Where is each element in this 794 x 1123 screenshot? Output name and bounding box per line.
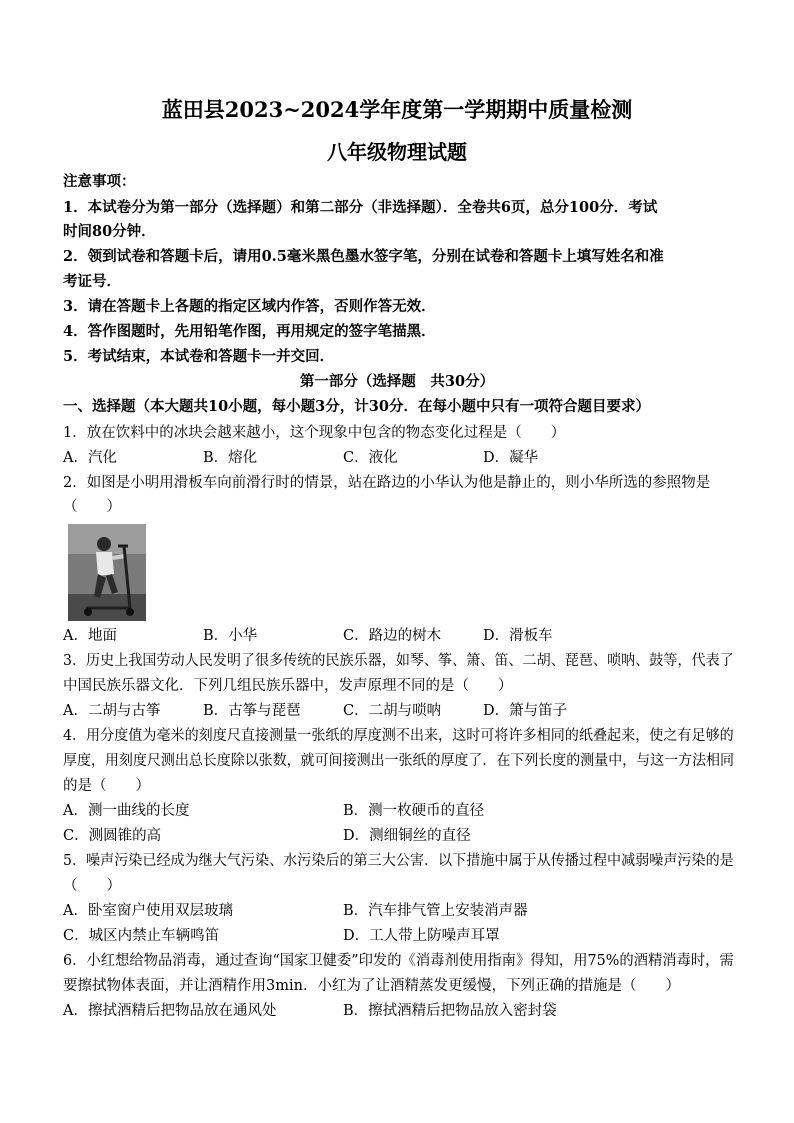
question-4-option-b: B．测一枚硬币的直径 [343,803,485,819]
question-3-option-c: C．二胡与唢呐 [343,703,442,719]
question-4-stem-cont: 厚度，用刻度尺测出总长度除以张数，就可间接测出一张纸的厚度了．在下列长度的测量中，与这一方法相同 [63,753,735,769]
scooter-rider-image [68,524,146,621]
question-1-option-d: D．凝华 [483,450,539,466]
question-3-option-d: D．箫与笛子 [483,703,568,719]
notice-item-1-cont: 时间80分钟． [63,223,156,240]
notice-item-2-cont: 考证号． [63,273,121,290]
exam-title: 蓝田县2023~2024学年度第一学期期中质量检测 [161,97,633,122]
notice-item-3: 3．请在答题卡上各题的指定区域内作答，否则作答无效． [63,298,436,315]
question-3-option-a: A．二胡与古筝 [63,703,161,719]
notice-heading: 注意事项： [63,173,136,190]
question-3-stem-cont: 中国民族乐器文化．下列几组民族乐器中，发声原理不同的是（ ） [63,678,513,694]
question-3-option-b: B．古筝与琵琶 [203,703,301,719]
question-2-option-d: D．滑板车 [483,628,553,644]
question-4-option-a: A．测一曲线的长度 [63,803,190,819]
question-2-option-c: C．路边的树木 [343,628,442,644]
question-5-option-d: D．工人带上防噪声耳罩 [343,928,500,944]
question-6-stem: 6．小红想给物品消毒，通过查询“国家卫健委”印发的《消毒剂使用指南》得知，用75%的酒精消毒时，需 [63,953,734,969]
question-1-stem: 1．放在饮料中的冰块会越来越小，这个现象中包含的物态变化过程是（ ） [63,425,566,441]
question-4-option-d: D．测细铜丝的直径 [343,828,471,844]
question-2-option-b: B．小华 [203,628,258,644]
exam-subtitle: 八年级物理试题 [327,140,467,164]
question-1-option-a: A．汽化 [63,450,117,466]
scooter-photo [68,524,146,621]
question-1-option-c: C．液化 [343,450,398,466]
question-5-option-a: A．卧室窗户使用双层玻璃 [63,903,233,919]
question-4-stem: 4．用分度值为毫米的刻度尺直接测量一张纸的厚度测不出来，这时可将许多相同的纸叠起来，使之有足够的 [63,728,734,744]
question-6-stem-cont: 要擦拭物体表面，并让酒精作用3min．小红为了让酒精蒸发更缓慢，下列正确的措施是（ ） [63,978,680,994]
question-5-stem: 5．噪声污染已经成为继大气污染、水污染后的第三大公害．以下措施中属于从传播过程中减弱噪声污染的是 [63,853,734,869]
question-2-stem: 2．如图是小明用滑板车向前滑行时的情景，站在路边的小华认为他是静止的，则小华所选的参照物是 [63,475,711,491]
question-6-option-b: B．擦拭酒精后把物品放入密封袋 [343,1003,557,1019]
notice-item-5: 5．考试结束，本试卷和答题卡一并交回． [63,348,335,365]
question-2-option-a: A．地面 [63,628,117,644]
notice-item-1: 1．本试卷分为第一部分（选择题）和第二部分（非选择题）．全卷共6页，总分100分．考试 [63,199,658,216]
question-2-stem-cont: （ ） [63,499,121,515]
notice-item-2: 2．领到试卷和答题卡后，请用0.5毫米黑色墨水签字笔，分别在试卷和答题卡上填写姓名和准 [63,248,664,265]
question-4-stem-cont-2: 的是（ ） [63,778,150,794]
question-5-option-b: B．汽车排气管上安装消声器 [343,903,528,919]
question-4-option-c: C．测圆锥的高 [63,828,162,844]
question-5-stem-cont: （ ） [63,878,121,894]
question-6-option-a: A．擦拭酒精后把物品放在通风处 [63,1003,277,1019]
part1-heading: 第一部分（选择题 共30分） [299,373,495,390]
notice-item-4: 4．答作图题时，先用铅笔作图，再用规定的签字笔描黑． [63,323,436,340]
question-5-option-c: C．城区内禁止车辆鸣笛 [63,928,220,944]
section1-heading: 一、选择题（本大题共10小题，每小题3分，计30分．在每小题中只有一项符合题目要求） [63,398,650,415]
question-3-stem: 3．历史上我国劳动人民发明了很多传统的民族乐器，如琴、筝、箫、笛、二胡、琵琶、唢呐、鼓等，代表了 [63,653,734,669]
question-1-option-b: B．熔化 [203,450,258,466]
